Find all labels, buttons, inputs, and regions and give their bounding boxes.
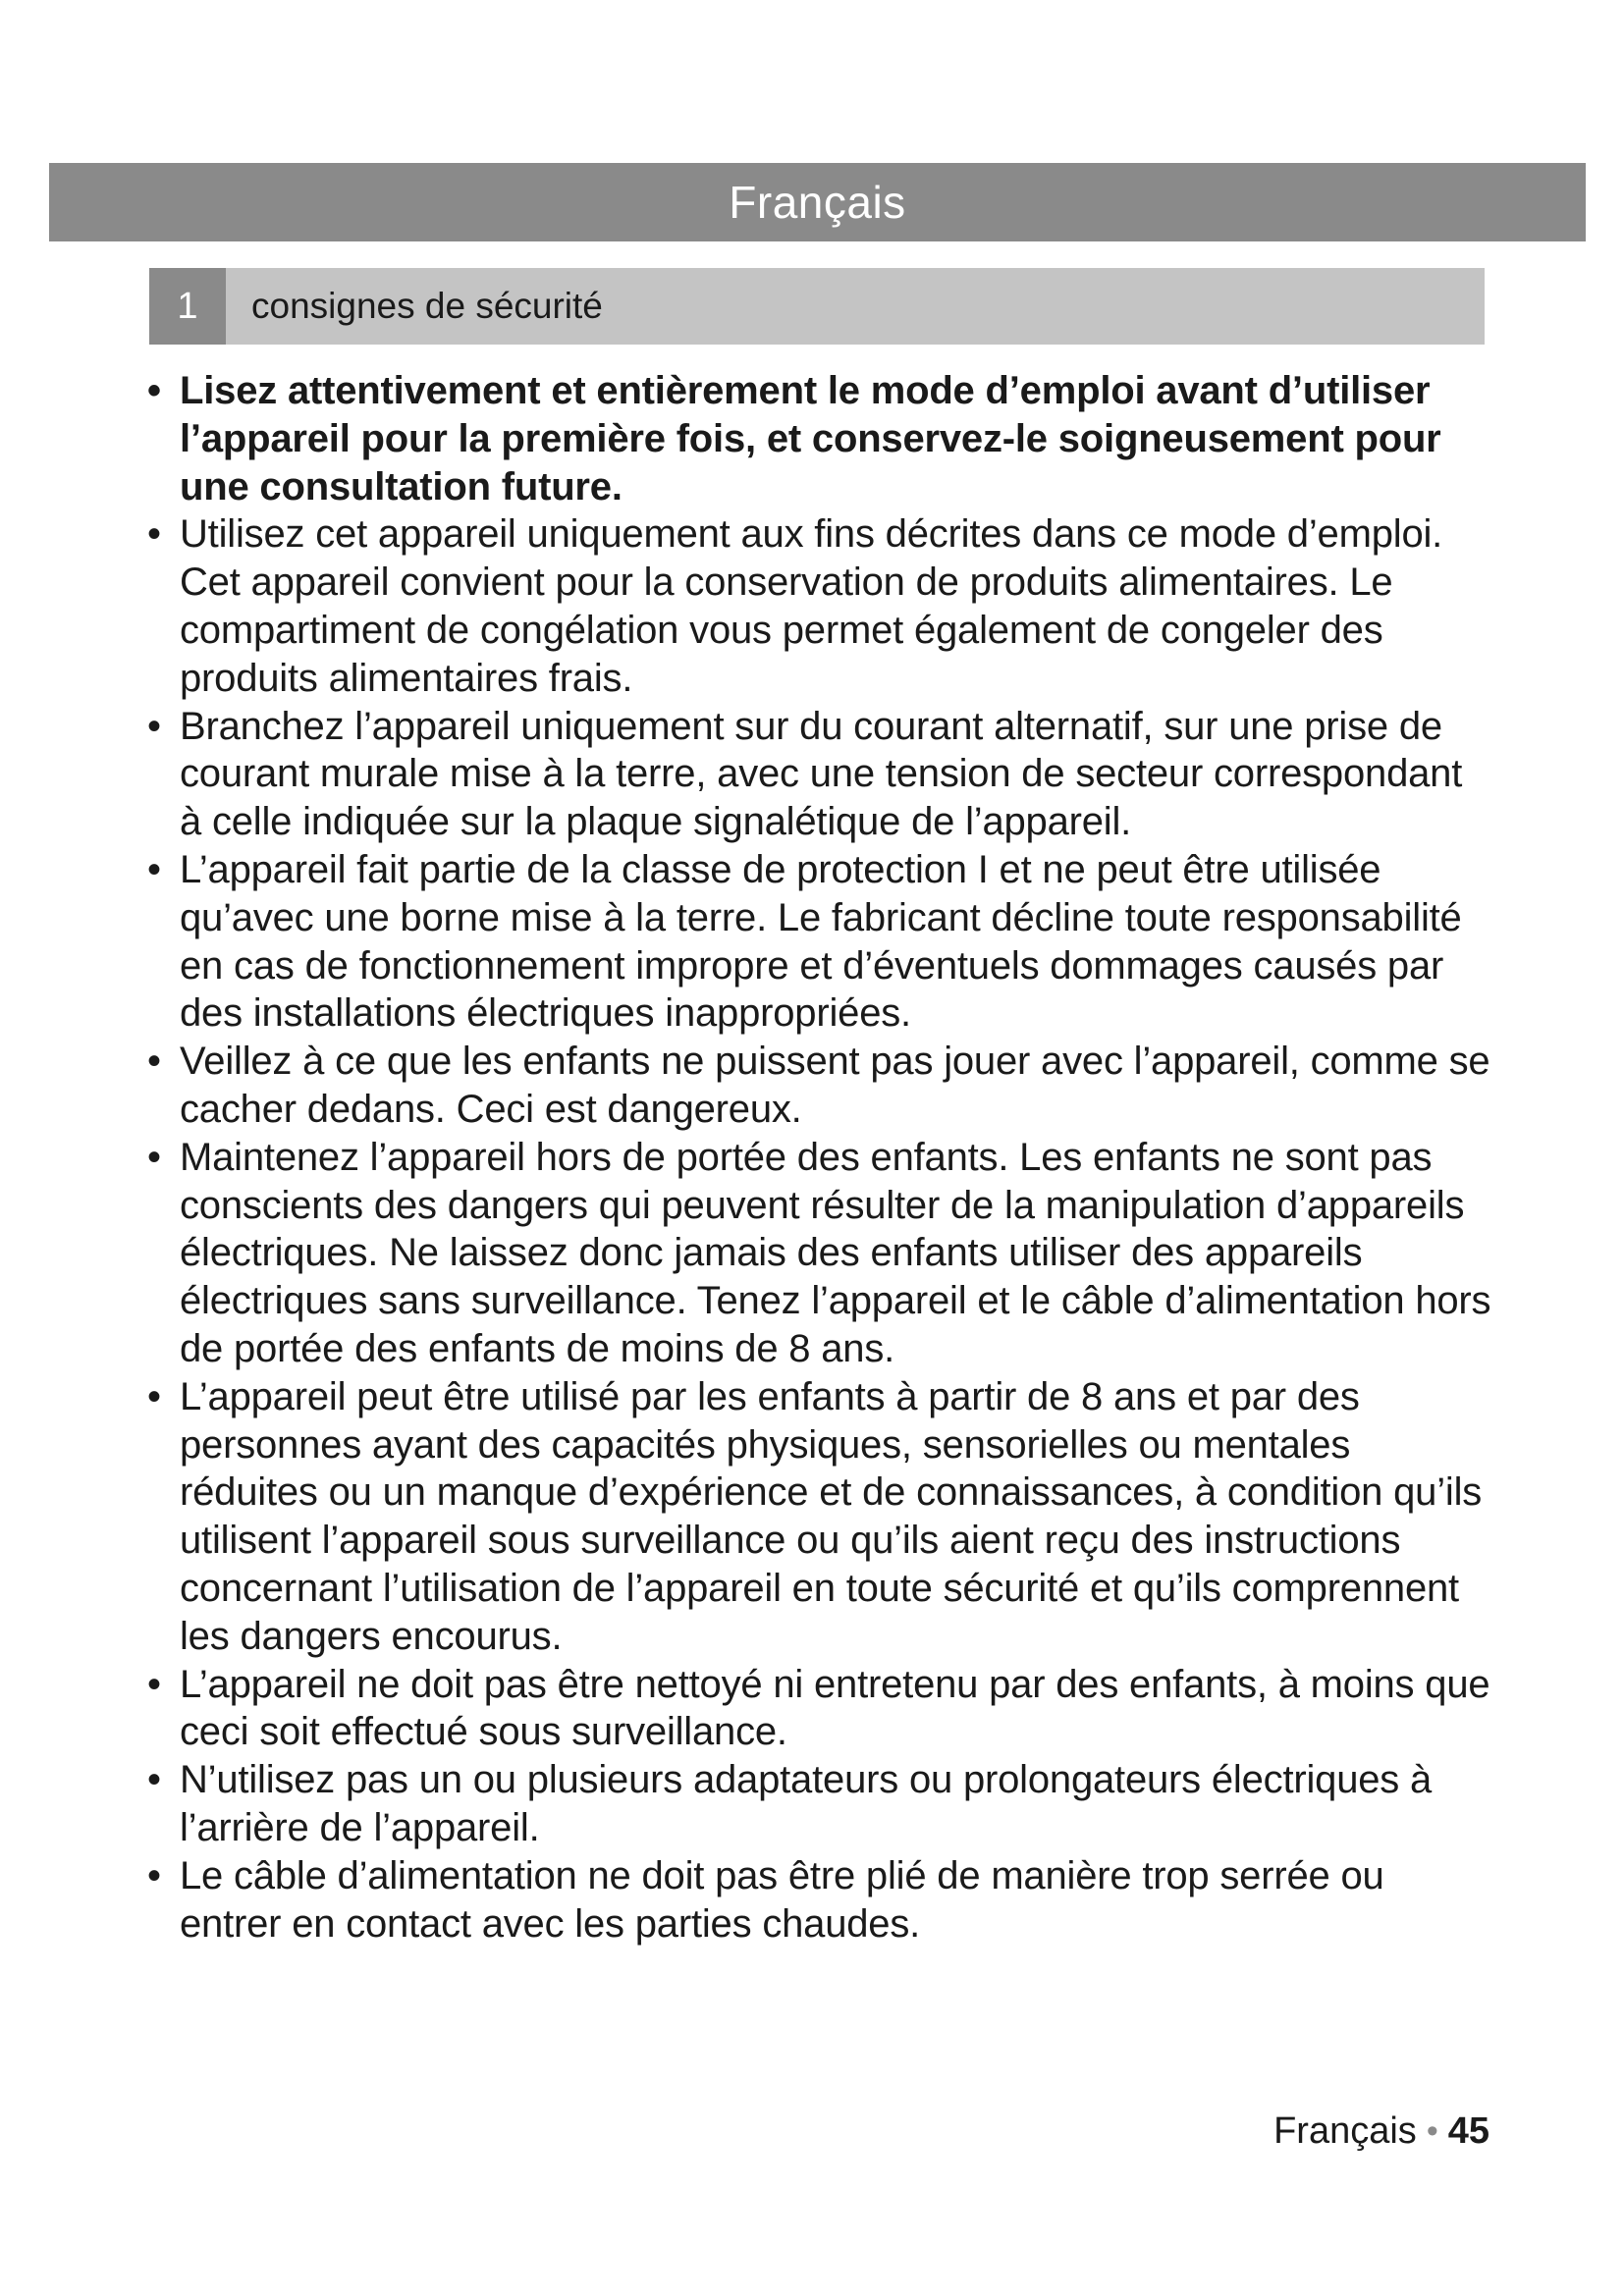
page-number: 45 [1447, 2110, 1489, 2152]
bullet-icon: • [147, 1662, 161, 1706]
list-item-text: N’utilisez pas un ou plusieurs adaptateurs ou prolongateurs électriques à l’arrière de l’appareil. [180, 1758, 1433, 1849]
bullet-icon: • [147, 704, 161, 748]
section-header [149, 268, 1485, 345]
list-item [147, 1661, 1492, 1757]
list-item [147, 367, 1492, 510]
list-item [147, 1756, 1492, 1852]
page-footer [1273, 2110, 1489, 2153]
list-item-text: L’appareil peut être utilisé par les enfants à partir de 8 ans et par des personnes ayant des capacités physiques, sensorielles ou mentales réduites ou un manque d’expérience et de connaissances, à condition qu’ils utilisent l’appareil sous surveillance ou qu’ils aient reçu des instructions concernant l’utilisation de l’appareil en toute sécurité et qu’ils comprennent les dangers encourus. [180, 1374, 1483, 1658]
language-banner [49, 163, 1586, 241]
list-item-text: L’appareil fait partie de la classe de protection I et ne peut être utilisée qu’avec une borne mise à la terre. Le fabricant décline toute responsabilité en cas de fonctionnement impropre et d’éventuels dommages causés par des installations électriques inappropriées. [180, 847, 1462, 1036]
list-item [147, 1134, 1492, 1373]
safety-instructions-list [147, 367, 1492, 1948]
bullet-icon: • [147, 1040, 161, 1084]
bullet-icon: • [147, 1853, 161, 1897]
bullet-icon: • [147, 1374, 161, 1418]
bullet-icon: • [147, 1135, 161, 1179]
list-item [147, 846, 1492, 1038]
list-item-text: Maintenez l’appareil hors de portée des enfants. Les enfants ne sont pas conscients des dangers qui peuvent résulter de la manipulation d’appareils électriques. Ne laissez donc jamais des enfants utiliser des appareils électriques sans surveillance. Tenez l’appareil et le câble d’alimentation hors de portée des enfants de moins de 8 ans. [180, 1135, 1491, 1370]
list-item-text: Branchez l’appareil uniquement sur du courant alternatif, sur une prise de courant murale mise à la terre, avec une tension de secteur correspondant à celle indiquée sur la plaque signalétique de l’appareil. [180, 704, 1463, 844]
footer-separator: • [1426, 2112, 1438, 2150]
list-item [147, 1038, 1492, 1134]
bullet-icon: • [147, 847, 161, 891]
language-title: Français [729, 177, 906, 228]
footer-language: Français [1273, 2110, 1417, 2152]
bullet-icon: • [147, 512, 161, 557]
list-item-text: L’appareil ne doit pas être nettoyé ni entretenu par des enfants, à moins que ceci soit effectué sous surveillance. [180, 1662, 1490, 1754]
list-item [147, 1373, 1492, 1661]
list-item [147, 703, 1492, 846]
list-item [147, 510, 1492, 702]
list-item-text: Utilisez cet appareil uniquement aux fins décrites dans ce mode d’emploi. Cet appareil convient pour la conservation de produits alimentaires. Le compartiment de congélation vous permet également de congeler des produits alimentaires frais. [180, 512, 1443, 700]
bullet-icon: • [147, 369, 161, 412]
section-title: consignes de sécurité [251, 286, 603, 326]
list-item-text: Veillez à ce que les enfants ne puissent pas jouer avec l’appareil, comme se cacher dedans. Ceci est dangereux. [180, 1040, 1490, 1131]
list-item-text: Le câble d’alimentation ne doit pas être plié de manière trop serrée ou entrer en contact avec les parties chaudes. [180, 1853, 1384, 1946]
list-item-text: Lisez attentivement et entièrement le mode d’emploi avant d’utiliser l’appareil pour la première fois, et conservez-le soigneusement pour une consultation future. [180, 369, 1441, 508]
bullet-icon: • [147, 1758, 161, 1802]
list-item [147, 1852, 1492, 1949]
section-number: 1 [149, 268, 226, 345]
